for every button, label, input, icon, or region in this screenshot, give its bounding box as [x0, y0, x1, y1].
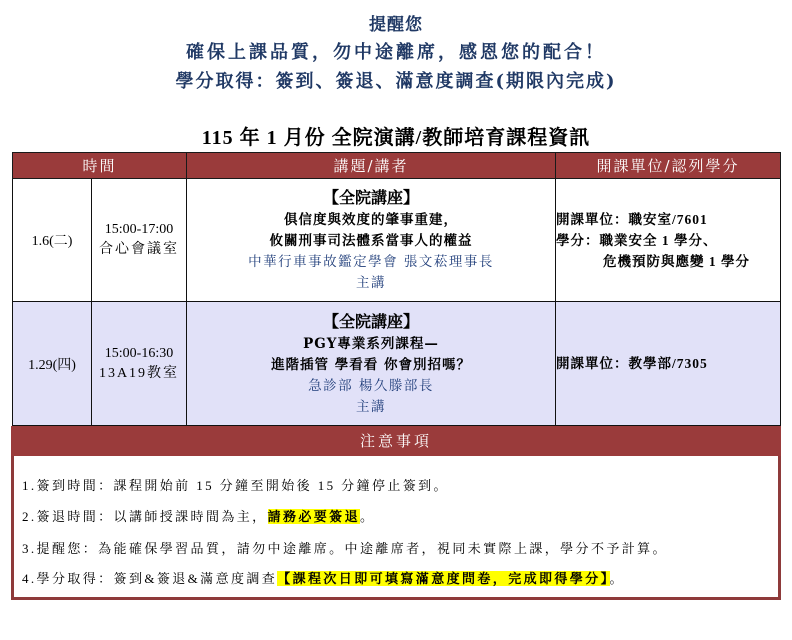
table-row: [13, 179, 781, 302]
note-highlight: 【課程次日即可填寫滿意度問卷，完成即得學分】: [277, 571, 610, 586]
note-highlight: 請務必要簽退: [267, 509, 360, 524]
session-category: 【全院講座】: [323, 311, 420, 331]
reminder-heading: 提醒您: [369, 15, 423, 35]
topic-line: PGY專業系列課程—: [303, 335, 439, 352]
note-suffix: 。: [609, 571, 625, 586]
reminder-credit: 學分取得：簽到、簽退、滿意度調查(期限內完成): [175, 71, 617, 92]
session-date: 1.6(二): [13, 179, 92, 302]
session-topic: [187, 302, 556, 426]
course-schedule-table: [12, 152, 781, 426]
session-time-location: [92, 302, 187, 426]
organizing-unit: 開課單位：職安室/7601: [556, 211, 708, 227]
session-category: 【全院講座】: [323, 188, 420, 207]
notes-header: 注意事項: [11, 426, 781, 456]
note-item: [22, 538, 668, 557]
page-title: 115 年 1 月份 全院演講/教師培育課程資訊: [201, 127, 591, 149]
session-unit-credit: [556, 302, 781, 426]
note-text: 1.簽到時間：課程開始前 15 分鐘至開始後 15 分鐘停止簽到。: [22, 478, 449, 493]
session-location: 13A19教室: [98, 365, 180, 381]
note-text: 3.提醒您：為能確保學習品質，請勿中途離席。中途離席者，視同未實際上課，學分不予計算。: [22, 541, 668, 556]
session-time-location: [92, 179, 187, 302]
note-item: [22, 568, 625, 587]
table-header-row: [13, 153, 781, 179]
table-row: [13, 302, 781, 426]
topic-line: 進階插管 學看看 你會別招嗎？: [271, 356, 471, 373]
topic-line: 俱信度與效度的肇事重建，: [284, 212, 459, 228]
header-time: 時間: [13, 153, 187, 179]
session-topic: [187, 179, 556, 302]
organizing-unit: 開課單位：教學部/7305: [556, 356, 708, 371]
session-location: 合心會議室: [99, 242, 179, 257]
note-text: 2.簽退時間：以講師授課時間為主，: [22, 509, 268, 524]
header-unit-credit: 開課單位/認列學分: [556, 153, 781, 179]
note-item: [22, 506, 375, 525]
session-date: 1.29(四): [13, 302, 92, 426]
topic-line: 攸關刑事司法體系當事人的權益: [269, 233, 473, 249]
session-time: 15:00-17:00: [104, 222, 174, 237]
note-item: [22, 475, 449, 494]
reminder-attendance: 確保上課品質，勿中途離席，感恩您的配合！: [186, 42, 606, 63]
speaker-name: 中華行車事故鑑定學會 張文菘理事長: [248, 254, 494, 270]
header-topic-speaker: 講題/講者: [187, 153, 556, 179]
note-suffix: 。: [359, 509, 376, 524]
session-time: 15:00-16:30: [104, 345, 174, 361]
speaker-name: 急診部 楊久滕部長: [308, 377, 434, 394]
speaker-role: 主講: [356, 275, 387, 291]
credit-line: 危機預防與應變 1 學分: [603, 253, 751, 269]
session-unit-credit: [556, 179, 781, 302]
credit-line: 學分：職業安全 1 學分、: [556, 232, 718, 248]
notes-box: [11, 456, 781, 600]
note-text: 4.學分取得：簽到&簽退&滿意度調查: [22, 571, 278, 586]
speaker-role: 主講: [356, 398, 387, 415]
